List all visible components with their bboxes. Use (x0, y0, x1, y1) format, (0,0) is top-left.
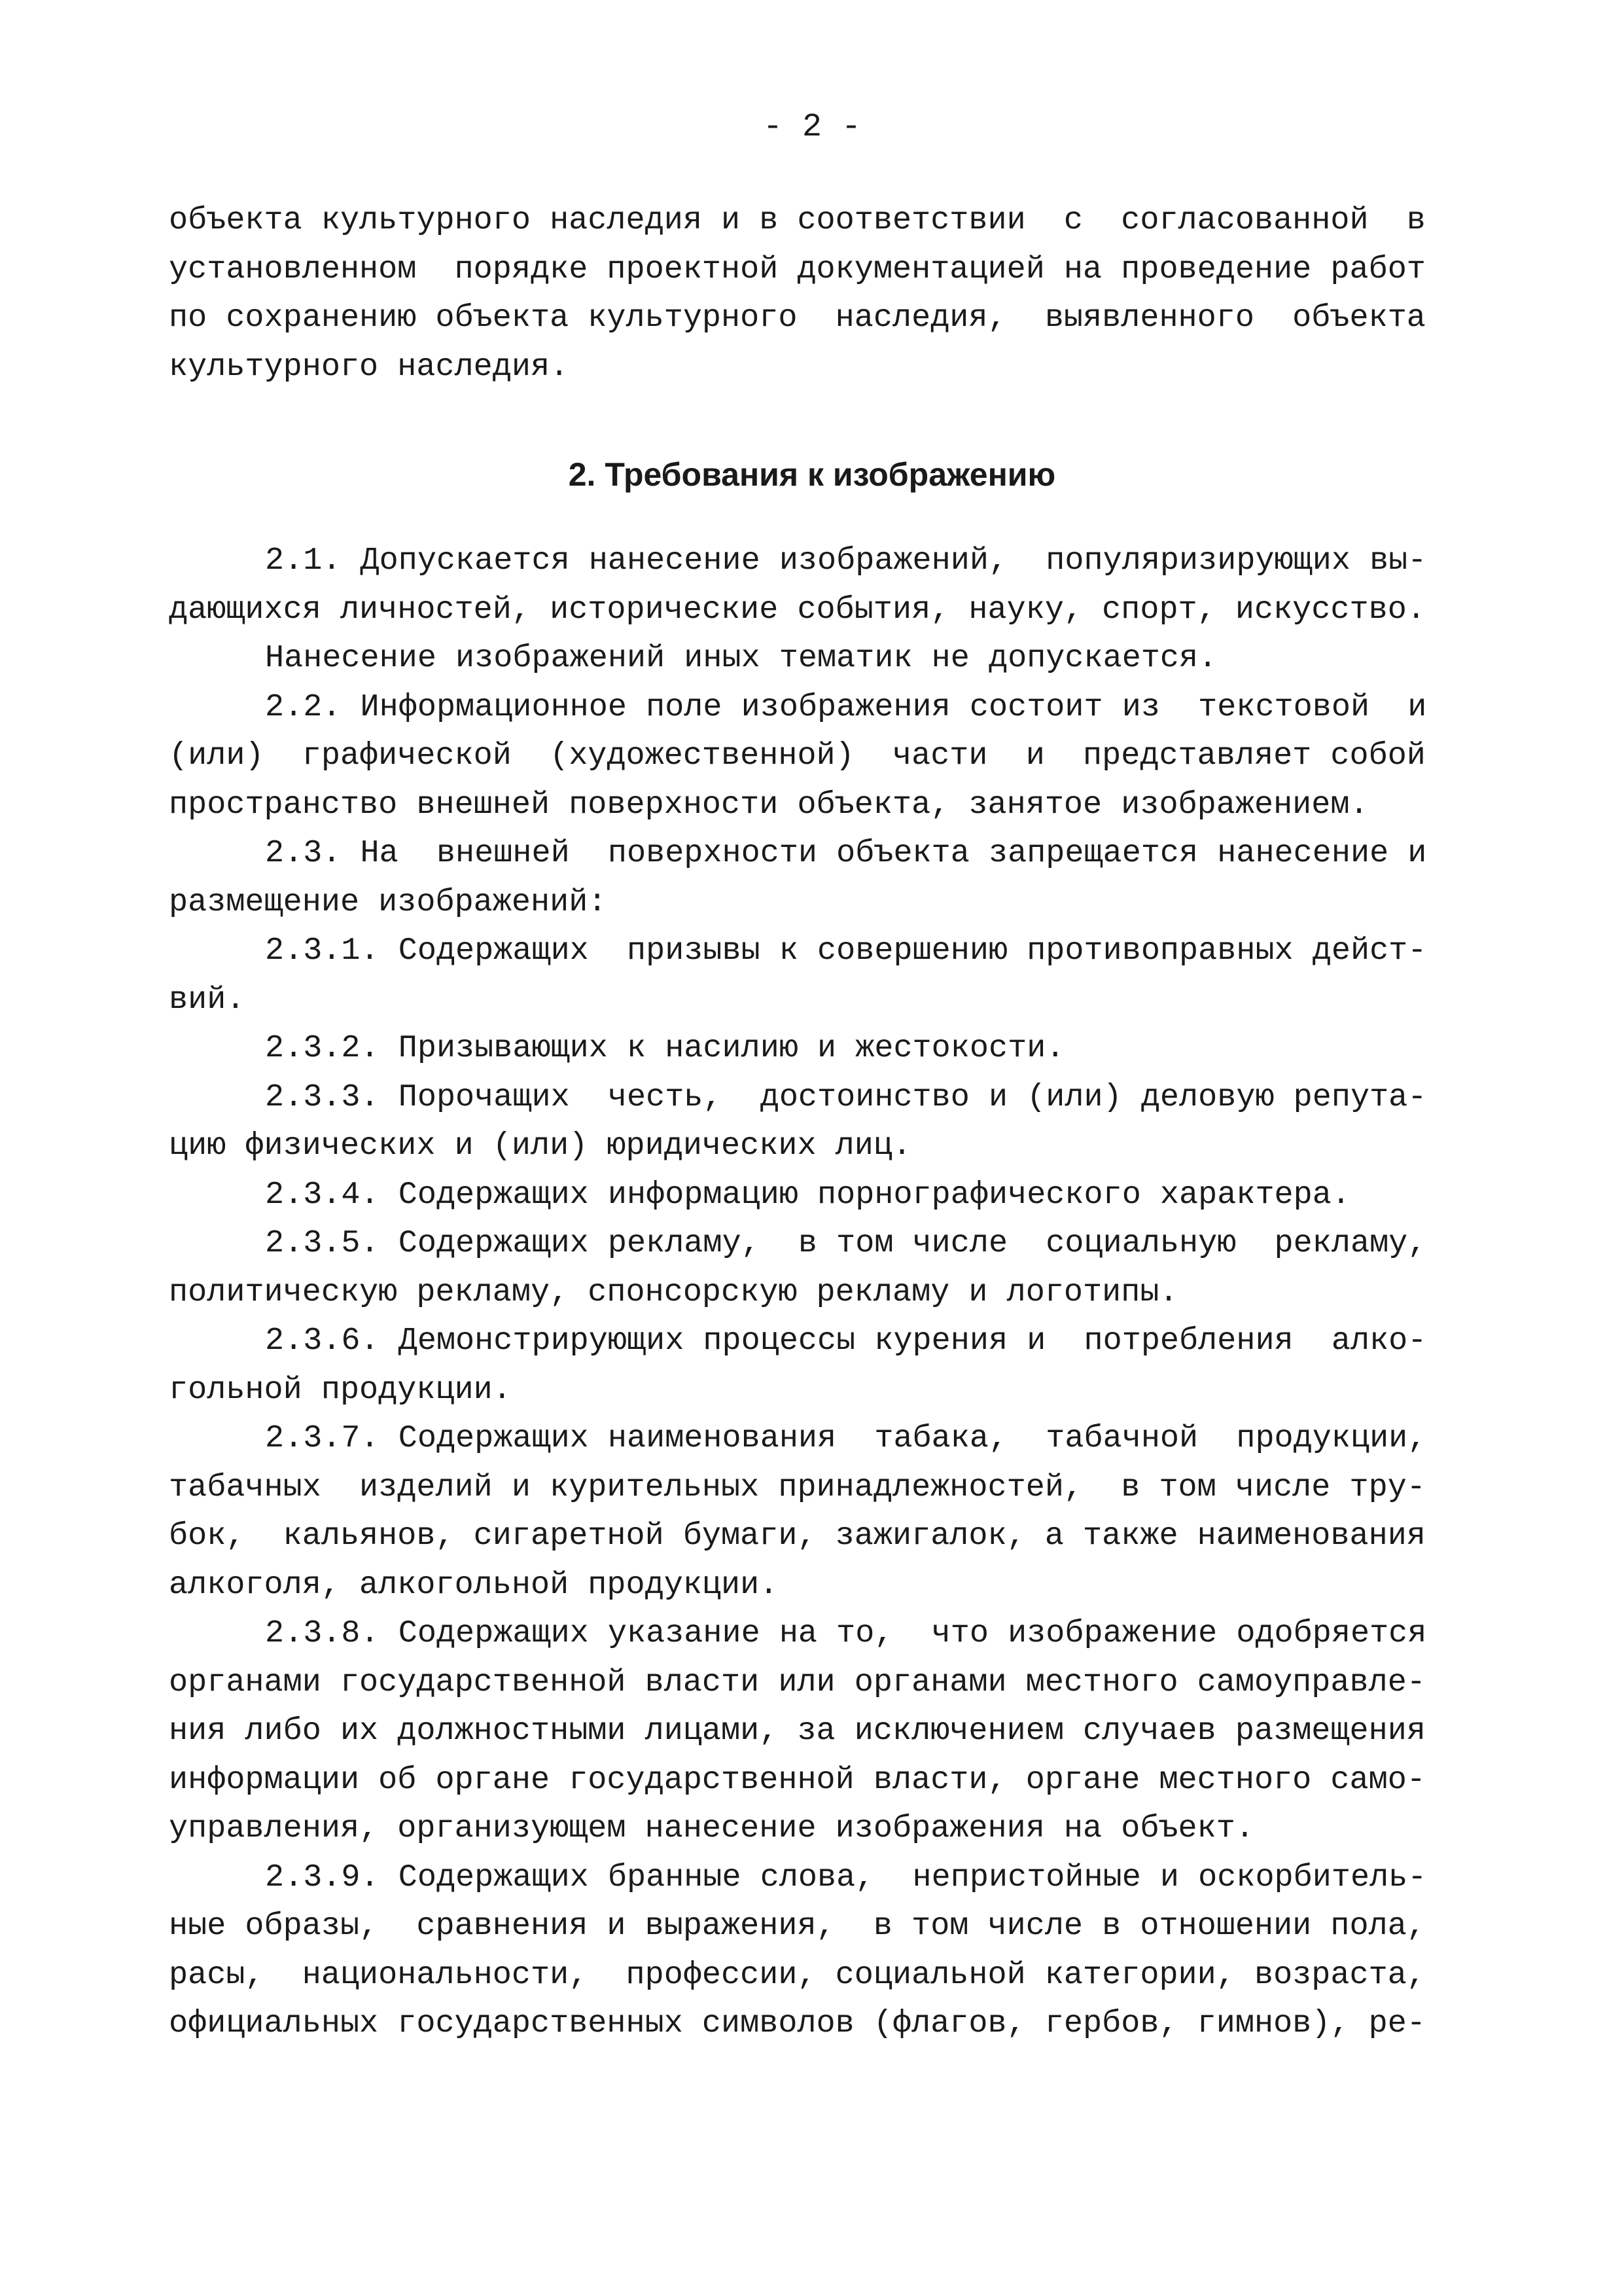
section-body (169, 537, 1459, 2049)
section-line: политическую рекламу, спонсорскую рекламу и логотипы. (169, 1274, 1178, 1310)
section-line: информации об органе государственной власти, органе местного само- (169, 1761, 1426, 1798)
section-line: 2.3.7. Содержащих наименования табака, табачной продукции, (265, 1420, 1427, 1456)
section-line: Нанесение изображений иных тематик не допускается. (265, 640, 1218, 676)
section-line: управления, организующем нанесение изображения на объект. (169, 1810, 1254, 1846)
section-line: 2.3.1. Содержащих призывы к совершению противоправных дейст- (265, 933, 1427, 969)
section-line: 2.3.9. Содержащих бранные слова, непристойные и оскорбитель- (265, 1859, 1427, 1895)
section-line: (или) графической (художественной) части и представляет собой (169, 738, 1426, 774)
section-line: гольной продукции. (169, 1371, 512, 1408)
section-line: 2.3.8. Содержащих указание на то, что изображение одобряется (265, 1615, 1427, 1651)
section-line: вий. (169, 981, 245, 1018)
section-line: табачных изделий и курительных принадлежностей, в том числе тру- (169, 1469, 1426, 1505)
section-line: дающихся личностей, исторические события, науку, спорт, искусство. (169, 591, 1426, 628)
page-number: - 2 - (762, 109, 862, 146)
section-line: цию физических и (или) юридических лиц. (169, 1128, 912, 1164)
section-line: 2.3. На внешней поверхности объекта запрещается нанесение и (265, 835, 1427, 871)
section-line: 2.3.3. Порочащих честь, достоинство и (или) деловую репута- (265, 1079, 1427, 1115)
intro-paragraph (169, 196, 1459, 391)
section-line: ные образы, сравнения и выражения, в том числе в отношении пола, (169, 1908, 1426, 1944)
section-line: официальных государственных символов (флагов, гербов, гимнов), ре- (169, 2005, 1426, 2041)
section-line: алкоголя, алкогольной продукции. (169, 1566, 779, 1603)
section-line: расы, национальности, профессии, социальной категории, возраста, (169, 1956, 1426, 1993)
section-line: 2.3.6. Демонстрирующих процессы курения и потребления алко- (265, 1323, 1427, 1359)
section-heading: 2. Требования к изображению (568, 456, 1056, 493)
intro-line: установленном порядке проектной документацией на проведение работ (169, 251, 1426, 287)
intro-line: объекта культурного наследия и в соответствии с согласованной в (169, 202, 1426, 238)
section-line: ния либо их должностными лицами, за исключением случаев размещения (169, 1713, 1426, 1749)
section-line: 2.1. Допускается нанесение изображений, популяризирующих вы- (265, 543, 1427, 579)
section-line: 2.3.2. Призывающих к насилию и жестокости. (265, 1030, 1065, 1066)
intro-line: культурного наследия. (169, 348, 569, 385)
intro-line: по сохранению объекта культурного наследия, выявленного объекта (169, 300, 1426, 336)
section-line: 2.2. Информационное поле изображения состоит из текстовой и (265, 689, 1427, 725)
section-line: размещение изображений: (169, 884, 607, 920)
section-line: пространство внешней поверхности объекта, занятое изображением. (169, 786, 1369, 823)
section-line: бок, кальянов, сигаретной бумаги, зажигалок, а также наименования (169, 1518, 1426, 1554)
section-line: 2.3.4. Содержащих информацию порнографического характера. (265, 1176, 1350, 1213)
section-line: 2.3.5. Содержащих рекламу, в том числе социальную рекламу, (265, 1225, 1427, 1261)
section-line: органами государственной власти или органами местного самоуправле- (169, 1664, 1426, 1700)
